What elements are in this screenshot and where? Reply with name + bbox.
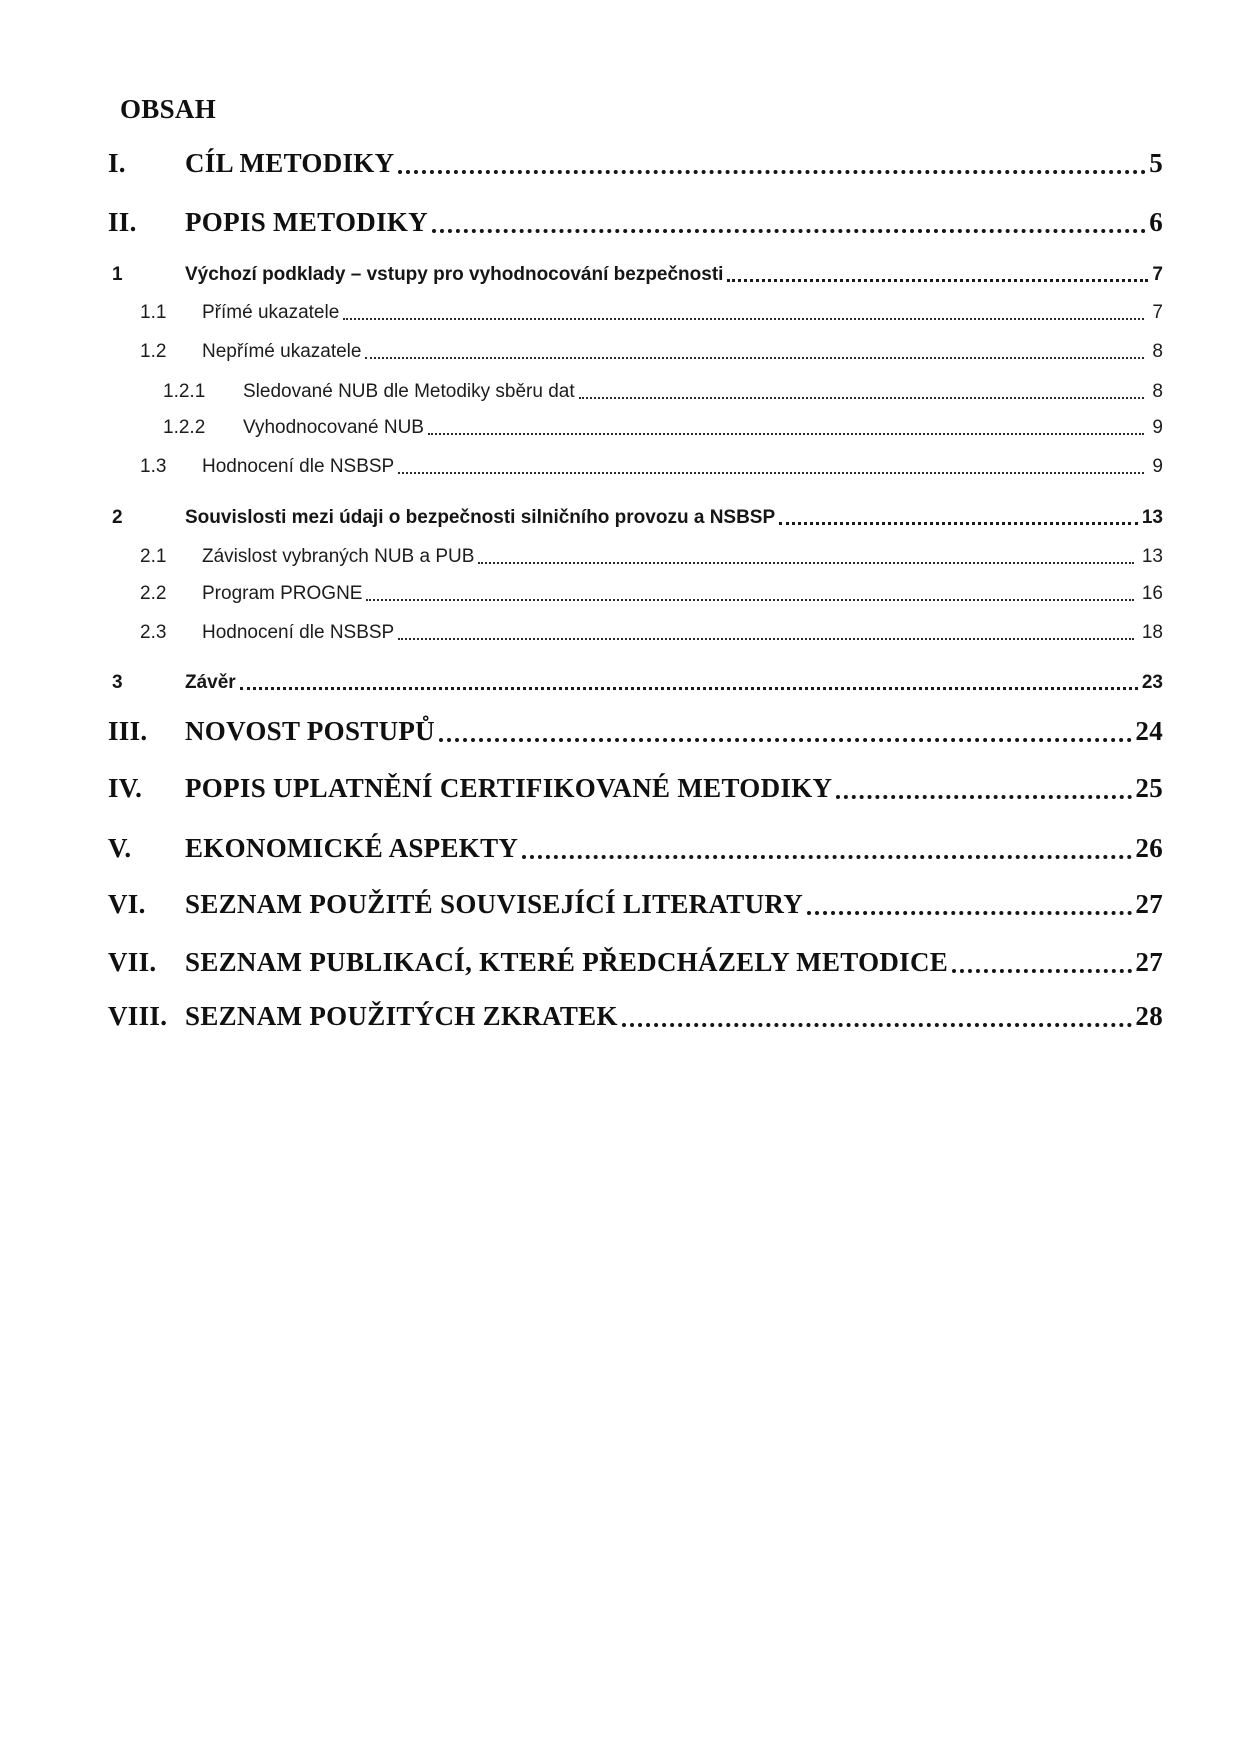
toc-entry[interactable] [108,999,1163,1033]
toc-entry[interactable] [108,380,1163,404]
dot-leader [398,455,1144,474]
toc-entry-page: 26 [1135,833,1163,863]
toc-entry[interactable] [108,205,1163,239]
toc-entry[interactable] [108,455,1163,479]
dot-leader [398,146,1146,174]
toc-entry[interactable] [108,506,1163,530]
toc-entry-title: Sledované NUB dle Metodiky sběru dat [243,381,575,402]
toc-entry-number: 1.3 [140,456,167,477]
toc-entry-page: 27 [1135,947,1163,977]
toc-entry-number: 2.2 [140,583,167,604]
toc-entry-number: 2.3 [140,622,167,643]
dot-leader [240,671,1138,690]
toc-entry-number: II. [108,207,137,237]
toc-entry-number: 1.2 [140,341,167,362]
dot-leader [836,771,1132,799]
dot-leader [478,545,1133,564]
toc-entry[interactable] [108,771,1163,805]
toc-entry-page: 13 [1141,507,1163,528]
dot-leader [398,621,1134,640]
toc-entry-page: 18 [1141,622,1163,643]
dot-leader [343,301,1144,320]
toc-entry-number: I. [108,148,126,178]
toc-entry-number: V. [108,833,132,863]
toc-entry[interactable] [108,887,1163,921]
toc-entry-page: 24 [1135,716,1163,746]
toc-entry[interactable] [108,671,1163,695]
toc-entry[interactable] [108,545,1163,569]
toc-entry-page: 8 [1152,341,1163,362]
toc-entry[interactable] [108,714,1163,748]
toc-entry[interactable] [108,621,1163,645]
toc-entry[interactable] [108,945,1163,979]
toc-entry-number: 1.2.1 [163,381,206,402]
toc-entry-title: Hodnocení dle NSBSP [202,622,395,643]
dot-leader [522,831,1132,859]
toc-entry-title: SEZNAM POUŽITÉ SOUVISEJÍCÍ LITERATURY [185,889,804,919]
toc-entry-page: 8 [1152,381,1163,402]
toc-entry-number: VI. [108,889,146,919]
toc-entry-number: 1.1 [140,302,167,323]
dot-leader [365,340,1144,359]
toc-entry-number: III. [108,716,148,746]
toc-entry-title: Přímé ukazatele [202,302,340,323]
toc-entry-title: SEZNAM PUBLIKACÍ, KTERÉ PŘEDCHÁZELY METODICE [185,947,949,977]
toc-entry-page: 6 [1149,207,1163,237]
toc-entry-title: Závislost vybraných NUB a PUB [202,546,475,567]
toc-entry-page: 9 [1152,456,1163,477]
toc-entry[interactable] [108,416,1163,440]
toc-entry-number: VII. [108,947,157,977]
toc-entry-title: Závěr [185,672,236,693]
toc-entry-number: VIII. [108,1001,168,1031]
dot-leader [579,380,1145,399]
toc-entry[interactable] [108,263,1163,287]
toc-entry[interactable] [108,146,1163,180]
toc-entry-title: Výchozí podklady – vstupy pro vyhodnocování bezpečnosti [185,264,724,285]
toc-entry-page: 28 [1135,1001,1163,1031]
toc-entry-title: Hodnocení dle NSBSP [202,456,395,477]
toc-entry-title: EKONOMICKÉ ASPEKTY [185,833,519,863]
toc-entry-number: 1 [112,264,123,285]
toc-entry-page: 5 [1149,148,1163,178]
dot-leader [622,999,1133,1027]
toc-entry-number: 2.1 [140,546,167,567]
toc-entry-title: Vyhodnocované NUB [243,417,424,438]
toc-entry[interactable] [108,831,1163,865]
dot-leader [366,582,1133,601]
toc-entry-page: 13 [1141,546,1163,567]
toc-entry-number: IV. [108,773,143,803]
toc-entry[interactable] [108,340,1163,364]
toc-entry-page: 7 [1152,264,1163,285]
toc-entry-title: CÍL METODIKY [185,148,395,178]
toc-entry-number: 1.2.2 [163,417,206,438]
dot-leader [432,205,1146,233]
toc-entry-title: Souvislosti mezi údaji o bezpečnosti silničního provozu a NSBSP [185,507,776,528]
toc-entry-number: 3 [112,672,123,693]
toc-entry-title: NOVOST POSTUPŮ [185,716,435,746]
dot-leader [727,263,1148,282]
toc-entry-page: 23 [1141,672,1163,693]
toc-entry-page: 9 [1152,417,1163,438]
toc-entry-title: POPIS UPLATNĚNÍ CERTIFIKOVANÉ METODIKY [185,773,833,803]
toc-entry-title: Program PROGNE [202,583,363,604]
dot-leader [952,945,1132,973]
dot-leader [779,506,1138,525]
toc-entry-title: SEZNAM POUŽITÝCH ZKRATEK [185,1001,618,1031]
toc-entry-title: Nepřímé ukazatele [202,341,362,362]
toc-entry[interactable] [108,582,1163,606]
toc-entry-title: POPIS METODIKY [185,207,428,237]
toc-entry-page: 25 [1135,773,1163,803]
page-title: OBSAH [120,94,217,124]
toc-entry-number: 2 [112,507,123,528]
toc-entry-page: 27 [1135,889,1163,919]
toc-entry[interactable] [108,301,1163,325]
dot-leader [807,887,1132,915]
dot-leader [428,416,1144,435]
toc-entry-page: 16 [1141,583,1163,604]
dot-leader [439,714,1132,742]
toc-entry-page: 7 [1152,302,1163,323]
